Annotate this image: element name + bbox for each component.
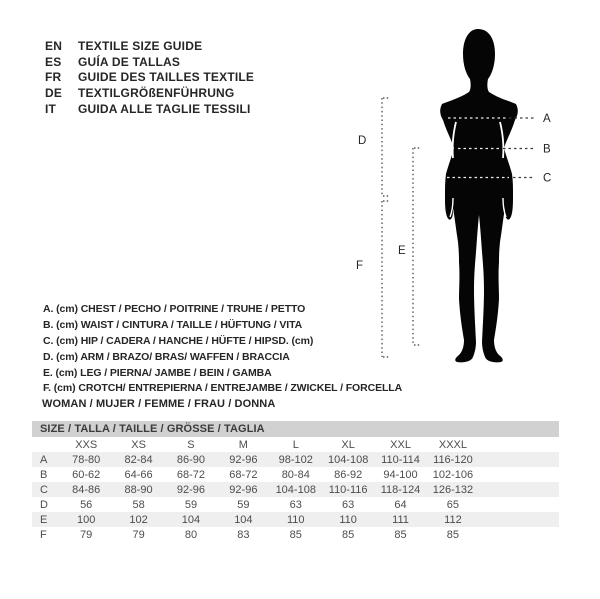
size-cell: 104: [234, 513, 253, 526]
size-cell: 84-86: [72, 483, 101, 496]
size-cell: 59: [184, 498, 198, 511]
row-label: C: [40, 483, 48, 496]
size-cell: 104: [181, 513, 201, 526]
size-cell: 83: [237, 528, 250, 541]
size-cell: 68-72: [229, 468, 258, 481]
size-cell: 111: [392, 513, 409, 526]
col-header-m: M: [238, 438, 248, 451]
size-cell: 86-90: [176, 453, 206, 466]
guide-title: TEXTILE SIZE GUIDE: [78, 38, 203, 53]
woman-silhouette-shape: [440, 29, 518, 362]
size-cell: 94-100: [383, 468, 418, 481]
table-row-arm: [32, 497, 559, 512]
size-cell: 63: [342, 498, 355, 511]
size-cell: 68-72: [176, 468, 206, 481]
row-label: F: [40, 528, 47, 541]
size-table-header-bar: SIZE / TALLA / TAILLE / GRÖSSE / TAGLIA: [32, 421, 559, 437]
size-cell: 85: [342, 528, 355, 541]
col-header-xl: XL: [341, 438, 355, 451]
size-cell: 110-116: [328, 483, 368, 496]
guide-title: TEXTILGRÖßENFÜHRUNG: [78, 86, 235, 101]
size-cell: 56: [80, 498, 93, 511]
figure-label-waist: B: [543, 143, 551, 156]
size-cell: 65: [446, 498, 460, 511]
size-cell: 92-96: [229, 453, 258, 466]
size-column-header-row: [32, 437, 559, 452]
size-cell: 63: [289, 498, 302, 511]
lang-code: FR: [45, 70, 62, 85]
size-cell: 85: [289, 528, 302, 541]
row-label: D: [40, 498, 48, 511]
lang-code: IT: [45, 102, 57, 117]
table-row-crotch: [32, 527, 559, 542]
col-header-xxs: XXS: [75, 438, 98, 451]
measurement-legend: [43, 301, 402, 396]
col-header-xxl: XXL: [390, 438, 411, 451]
size-cell: 64-66: [124, 468, 153, 481]
size-cell: 110: [286, 513, 305, 526]
size-cell: 59: [237, 498, 250, 511]
row-label: A: [40, 453, 48, 466]
figure-label-chest: A: [543, 113, 551, 125]
size-table: [32, 421, 559, 542]
size-cell: 100: [77, 513, 96, 526]
size-cell: 104-108: [327, 453, 369, 466]
legend-item-chest: A. (cm) CHEST / PECHO / POITRINE / TRUHE / PETTO: [43, 302, 306, 315]
size-cell: 102: [129, 513, 148, 526]
lang-code: ES: [45, 54, 62, 69]
legend-item-waist: B. (cm) WAIST / CINTURA / TAILLE / HÜFTUNG / VITA: [43, 318, 303, 331]
figure-label-leg: E: [398, 245, 406, 257]
size-cell: 110: [339, 513, 357, 526]
lang-code: EN: [45, 38, 63, 53]
lang-code: DE: [45, 86, 63, 101]
guide-title: GUIDA ALLE TAGLIE TESSILI: [78, 102, 251, 117]
guide-title: GUÍA DE TALLAS: [78, 54, 181, 69]
col-header-s: S: [187, 438, 195, 451]
legend-item-leg: E. (cm) LEG / PIERNA/ JAMBE / BEIN / GAMBA: [43, 366, 272, 379]
size-cell: 78-80: [72, 453, 101, 466]
size-cell: 92-96: [176, 483, 206, 496]
size-cell: 85: [394, 528, 407, 541]
size-cell: 92-96: [229, 483, 258, 496]
size-cell: 64: [394, 498, 407, 511]
size-cell: 112: [444, 513, 462, 526]
size-cell: 98-102: [278, 453, 313, 466]
size-cell: 118-124: [380, 483, 421, 496]
size-cell: 102-106: [432, 468, 474, 481]
size-cell: 80: [184, 528, 198, 541]
size-cell: 82-84: [124, 453, 153, 466]
guide-title: GUIDE DES TAILLES TEXTILE: [78, 70, 255, 85]
size-cell: 110-114: [381, 453, 420, 466]
size-cell: 85: [446, 528, 460, 541]
size-cell: 88-90: [124, 483, 153, 496]
legend-item-arm: D. (cm) ARM / BRAZO/ BRAS/ WAFFEN / BRACCIA: [43, 350, 290, 363]
table-row-hip: [32, 482, 559, 497]
size-cell: 104-108: [275, 483, 316, 496]
table-row-waist: [32, 467, 559, 482]
size-cell: 79: [132, 528, 145, 541]
size-cell: 126-132: [432, 483, 474, 496]
legend-item-hip: C. (cm) HIP / CADERA / HANCHE / HÜFTE / HIPSD. (cm): [43, 334, 314, 347]
figure-label-arm: D: [358, 135, 367, 147]
col-header-xxxl: XXXL: [438, 438, 467, 451]
figure-label-crotch: F: [356, 260, 364, 272]
col-header-l: L: [292, 438, 299, 451]
size-cell: 58: [132, 498, 145, 511]
col-header-xs: XS: [131, 438, 146, 451]
size-cell: 80-84: [281, 468, 310, 481]
size-cell: 60-62: [72, 468, 101, 481]
legend-item-crotch: F. (cm) CROTCH/ ENTREPIERNA / ENTREJAMBE / ZWICKEL / FORCELLA: [43, 382, 403, 395]
size-cell: 79: [80, 528, 93, 541]
table-row-chest: [32, 452, 559, 467]
figure-label-hip: C: [543, 172, 552, 185]
row-label: E: [40, 513, 48, 526]
row-label: B: [40, 468, 48, 481]
size-cell: 116-120: [433, 453, 473, 466]
table-row-leg: [32, 512, 559, 527]
size-cell: 86-92: [334, 468, 363, 481]
gender-heading: WOMAN / MUJER / FEMME / FRAU / DONNA: [42, 398, 276, 410]
